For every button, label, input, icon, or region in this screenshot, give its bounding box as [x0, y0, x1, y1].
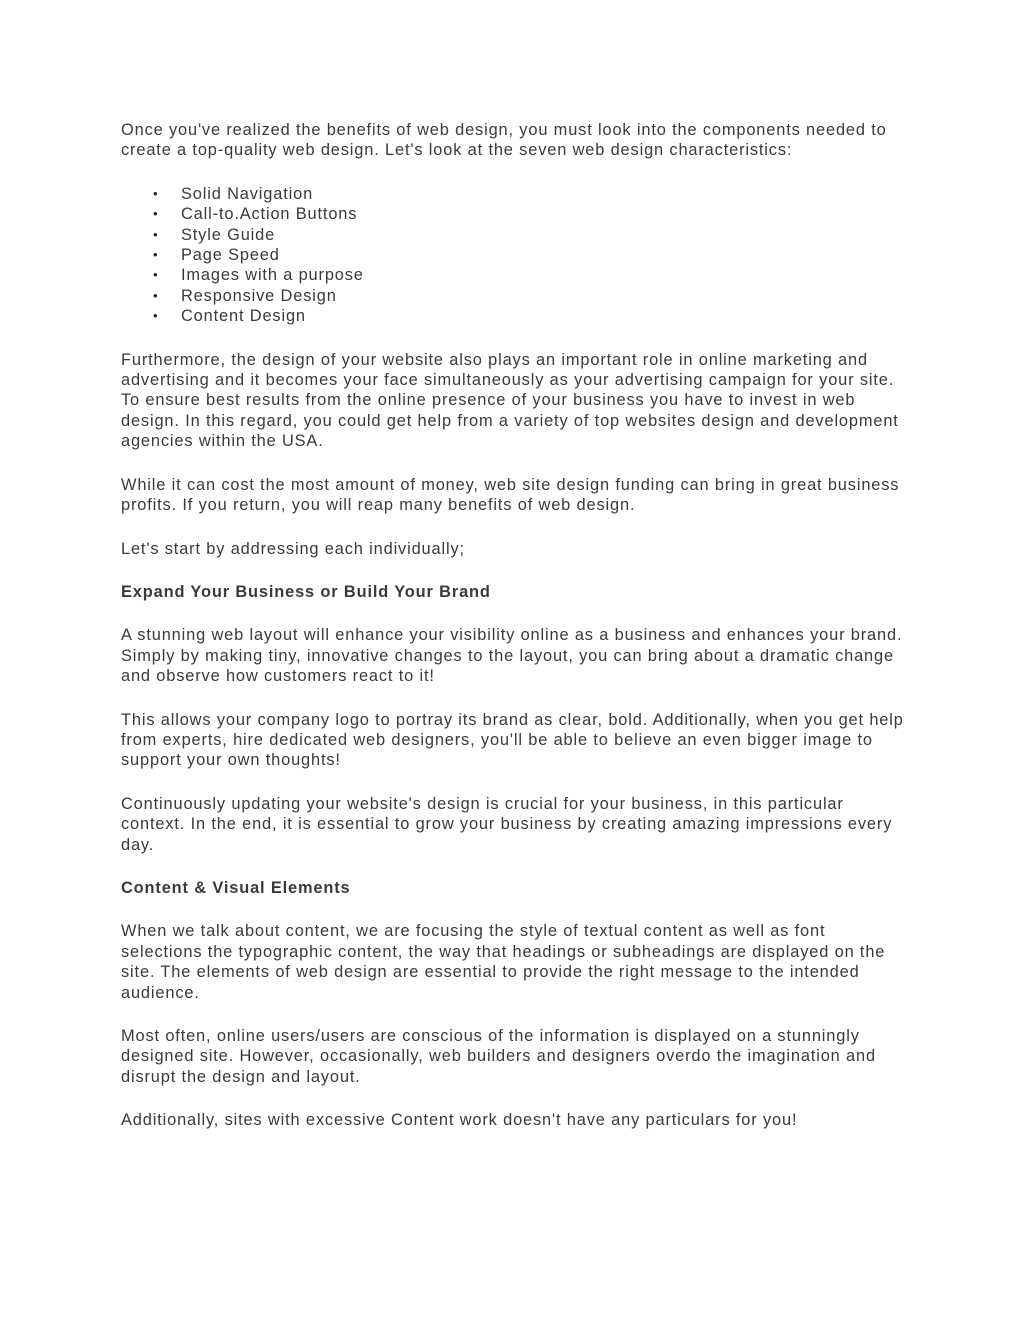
intro-paragraph: Once you've realized the benefits of web design, you must look into the components needed to create a top-quality web design. Let's look at the seven web design characteristics:	[121, 121, 887, 160]
bullet-icon: •	[153, 267, 159, 283]
updating-paragraph: Continuously updating your website's design is crucial for your business, in this particular context. In the end, it is essential to grow your business by creating amazing impressions every day.	[121, 794, 893, 854]
list-item-label: Solid Navigation	[181, 184, 314, 203]
bullet-icon: •	[153, 308, 159, 324]
layout-paragraph: A stunning web layout will enhance your visibility online as a business and enhances your brand. Simply by making tiny, innovative changes to the layout, you can bring about a dramatic change and observe how customers react to it!	[121, 626, 903, 686]
list-item	[121, 265, 911, 285]
cost-paragraph: While it can cost the most amount of money, web site design funding can bring in great business profits. If you return, you will reap many benefits of web design.	[121, 475, 900, 515]
list-item-label: Page Speed	[181, 246, 280, 265]
logo-paragraph: This allows your company logo to portray its brand as clear, bold. Additionally, when you get help from experts, hire dedicated web designers, you'll be able to believe an even bigger image to support your own thoughts!	[121, 710, 904, 770]
content-paragraph: When we talk about content, we are focusing the style of textual content as well as font selections the typographic content, the way that headings or subheadings are displayed on the site. The elements of web design are essential to provide the right message to the intended audience.	[121, 922, 886, 1002]
bullet-icon: •	[153, 247, 159, 263]
list-item-label: Images with a purpose	[181, 266, 364, 285]
bullet-icon: •	[153, 185, 159, 201]
bullet-icon: •	[153, 287, 159, 303]
characteristics-list	[121, 184, 911, 327]
bullet-icon: •	[153, 206, 159, 222]
list-item-label: Content Design	[181, 307, 306, 326]
list-item	[121, 204, 911, 224]
list-item-label: Style Guide	[181, 225, 276, 244]
content-heading: Content & Visual Elements	[121, 878, 351, 897]
furthermore-paragraph: Furthermore, the design of your website also plays an important role in online marketing and advertising and it becomes your face simultaneously as your advertising campaign for your site. To ensure best results from the online presence of your business you have to invest in web design. In this regard, you could get help from a variety of top websites design and development agencies within the USA.	[121, 350, 899, 451]
start-paragraph: Let's start by addressing each individually;	[121, 539, 465, 558]
list-item	[121, 184, 911, 204]
users-paragraph: Most often, online users/users are conscious of the information is displayed on a stunningly designed site. However, occasionally, web builders and designers overdo the imagination and disrupt the design and layout.	[121, 1027, 876, 1086]
list-item-label: Call-to.Action Buttons	[181, 205, 358, 224]
document-body	[121, 120, 911, 1154]
list-item	[121, 245, 911, 265]
list-item	[121, 306, 911, 326]
list-item-label: Responsive Design	[181, 286, 337, 305]
list-item	[121, 286, 911, 306]
bullet-icon: •	[153, 226, 159, 242]
list-item	[121, 225, 911, 245]
excessive-paragraph: Additionally, sites with excessive Content work doesn't have any particulars for you!	[121, 1111, 798, 1130]
business-heading: Expand Your Business or Build Your Brand	[121, 582, 491, 601]
